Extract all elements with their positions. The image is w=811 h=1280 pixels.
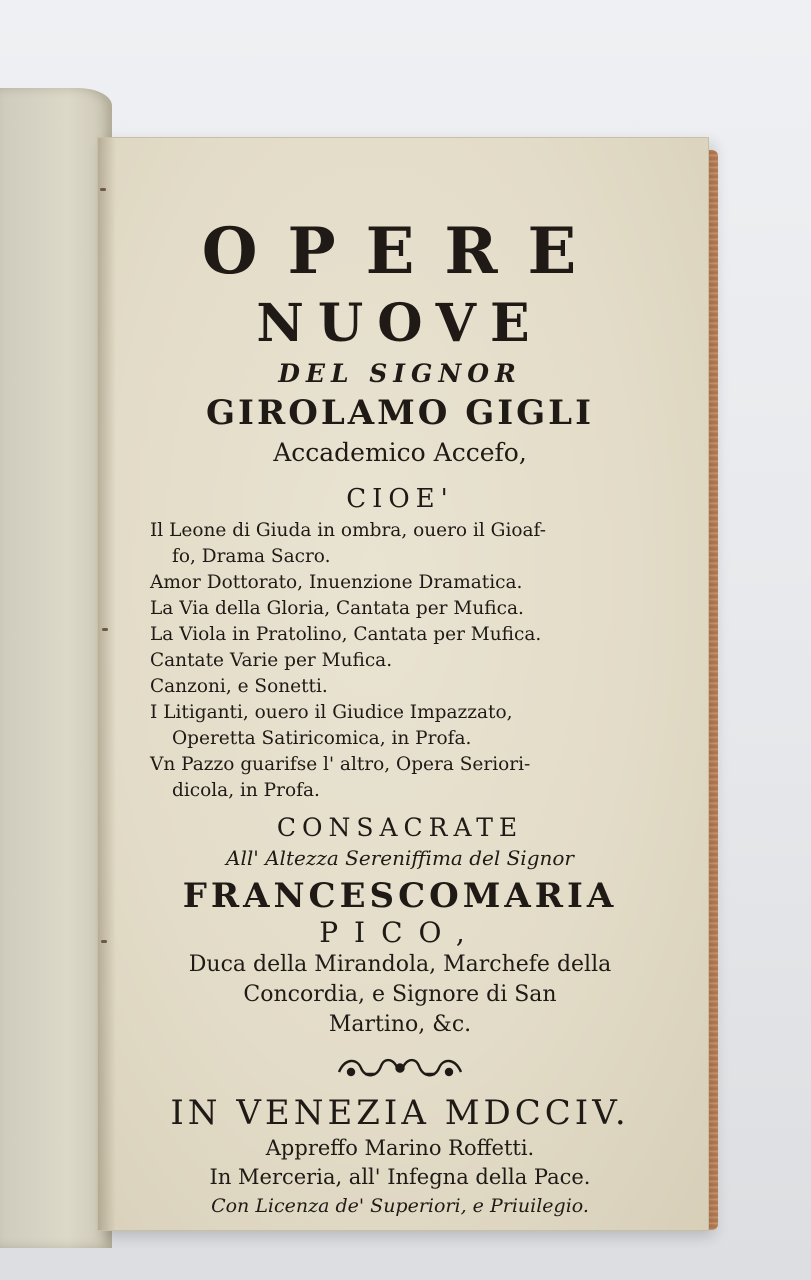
dedicatee-surname: PICO, [319, 916, 481, 949]
dedication-altezza: All' Altezza Sereniffima del Signor [226, 846, 574, 870]
margin-mark [101, 940, 107, 943]
imprint-license: Con Licenza de' Superiori, e Priuilegio. [211, 1195, 589, 1217]
contents-list [150, 518, 670, 804]
title-sub: NUOVE [256, 293, 544, 354]
byline-del-signor: DEL SIGNOR [278, 359, 522, 388]
imprint-printer: Appreffo Marino Roffetti. [265, 1136, 535, 1160]
author-academic: Accademico Accefo, [273, 438, 527, 467]
contents-line: fo, Drama Sacro. [172, 546, 331, 567]
contents-line: Il Leone di Giuda in ombra, ouero il Gioaf- [150, 520, 546, 541]
contents-line: La Viola in Pratolino, Cantata per Mufica. [150, 624, 542, 645]
dedicatee-titles: Concordia, e Signore di San [243, 982, 557, 1007]
title-main: OPERE [201, 214, 607, 289]
printer-ornament-icon [335, 1054, 465, 1082]
contents-line: La Via della Gloria, Cantata per Mufica. [150, 598, 524, 619]
contents-line: Canzoni, e Sonetti. [150, 676, 328, 697]
contents-line: dicola, in Profa. [172, 780, 320, 801]
dedication-heading: CONSACRATE [276, 813, 524, 842]
contents-line: Amor Dottorato, Inuenzione Dramatica. [150, 572, 523, 593]
contents-line: Vn Pazzo guarifse l' altro, Opera Seriori- [150, 754, 531, 775]
contents-line: I Litiganti, ouero il Giudice Impazzato, [150, 702, 513, 723]
imprint-city-year: IN VENEZIA MDCCIV. [170, 1093, 630, 1133]
dedicatee-titles: Duca della Mirandola, Marchefe della [188, 952, 612, 977]
left-page [0, 88, 112, 1248]
contents-line: Operetta Satiricomica, in Profa. [172, 728, 472, 749]
contents-heading: CIOE' [346, 484, 454, 514]
title-page-text [130, 210, 670, 1220]
author-name: GIROLAMO GIGLI [206, 393, 594, 433]
gutter-shadow [98, 138, 116, 1230]
dedicatee-name: FRANCESCOMARIA [182, 876, 618, 916]
margin-mark [100, 188, 106, 191]
imprint-address: In Merceria, all' Infegna della Pace. [209, 1165, 591, 1189]
contents-line: Cantate Varie per Mufica. [150, 650, 393, 671]
dedicatee-titles: Martino, &c. [328, 1012, 472, 1037]
margin-mark [102, 628, 108, 631]
